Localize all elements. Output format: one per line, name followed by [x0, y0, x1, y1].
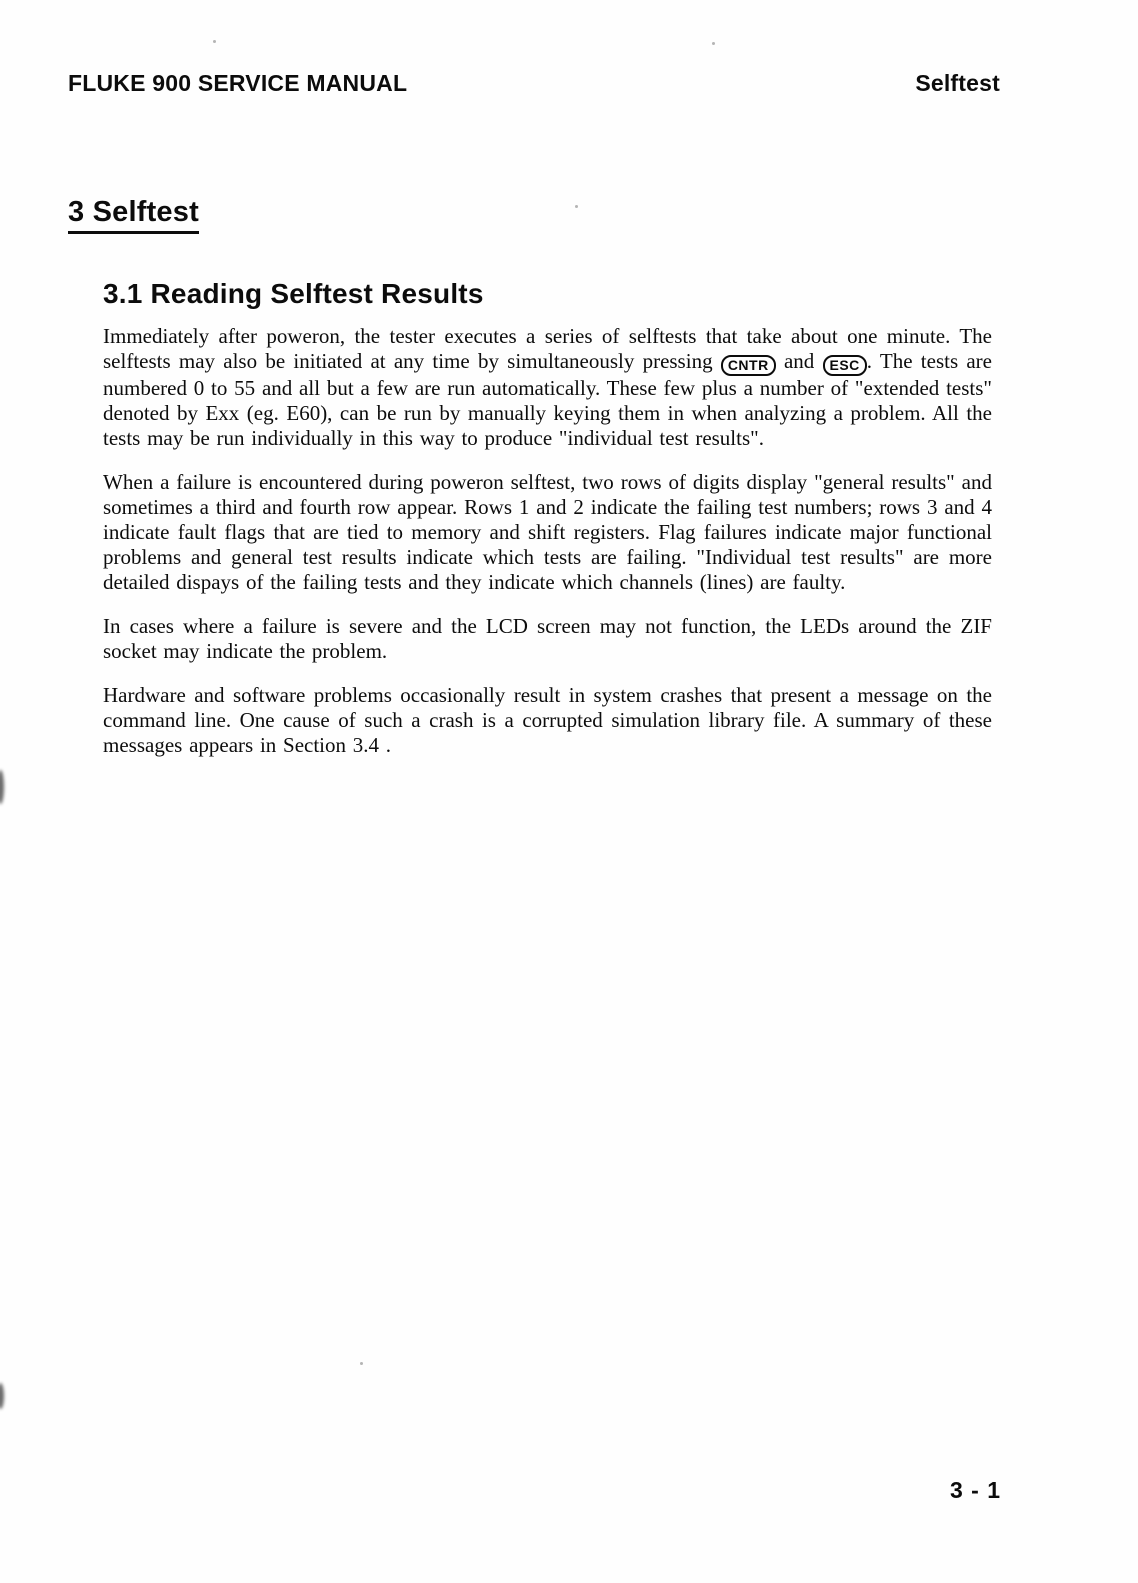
- paragraph-1: [103, 324, 992, 451]
- header-right-section: Selftest: [915, 70, 1000, 96]
- paragraph-1-text-c: . The tests are numbered 0 to 55 and all but a few are run automatically. These few plus a number of "extended tests" denoted by Exx (eg. E60), can be run by manually keying them in when analyzing a problem. All the tests may be run individually in this way to produce "individual test results".: [103, 349, 992, 450]
- scan-speck: [360, 1362, 363, 1365]
- cntr-key-icon: CNTR: [721, 355, 776, 376]
- scan-speck: [575, 205, 578, 208]
- scan-artifact: [0, 770, 4, 804]
- paragraph-1-text-b: and: [783, 349, 815, 373]
- paragraph-3: In cases where a failure is severe and the LCD screen may not function, the LEDs around the ZIF socket may indicate the problem.: [103, 614, 992, 663]
- chapter-title: [68, 196, 199, 234]
- scan-speck: [213, 40, 216, 43]
- scan-artifact: [0, 1383, 4, 1409]
- esc-key-icon: ESC: [823, 355, 867, 376]
- section-heading: 3.1 Reading Selftest Results: [103, 278, 484, 309]
- page-number: 3 - 1: [950, 1477, 1002, 1503]
- running-header: [68, 70, 1000, 97]
- section-body: [103, 278, 992, 777]
- chapter-title-text: 3 Selftest: [68, 196, 199, 234]
- paragraph-4: Hardware and software problems occasionally result in system crashes that present a message on the command line. One cause of such a crash is a corrupted simulation library file. A summary of these messages appears in Section 3.4 .: [103, 683, 992, 757]
- paragraph-2: When a failure is encountered during poweron selftest, two rows of digits display "general results" and sometimes a third and fourth row appear. Rows 1 and 2 indicate the failing test numbers; rows 3 and 4 indicate fault flags that are tied to memory and shift registers. Flag failures indicate major functional problems and general test results indicate which tests are failing. "Individual test results" are more detailed dispays of the failing tests and they indicate which channels (lines) are faulty.: [103, 470, 992, 594]
- paragraph-1-text-a: Immediately after poweron, the tester executes a series of selftests that take about one minute. The selftests may also be initiated at any time by simultaneously pressing: [103, 324, 992, 373]
- header-left-title: FLUKE 900 SERVICE MANUAL: [68, 70, 408, 96]
- scan-speck: [712, 42, 715, 45]
